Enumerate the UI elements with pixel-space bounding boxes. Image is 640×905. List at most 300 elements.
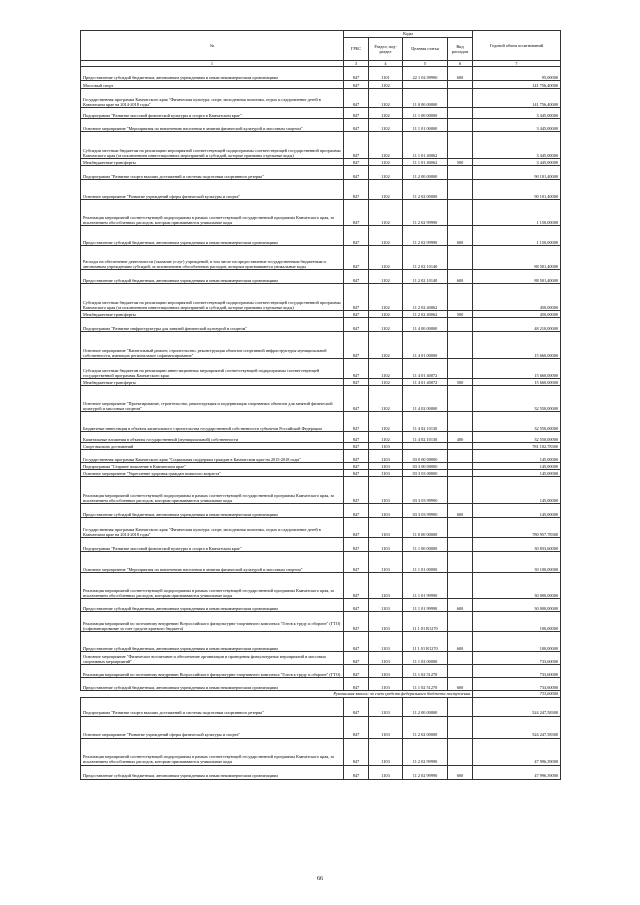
row-section: 1103 xyxy=(369,443,403,450)
row-target-article: 22 1 02 09990 xyxy=(403,67,448,81)
row-name: Субсидии местным бюджетам на реализацию мероприятий соответствующей подпрограммы соответствующей государственной программы Камчатского края (за исключением инвестиционных мероприятий и субсидий, которые признаны отдельные коды) xyxy=(81,284,344,311)
row-name: Предоставление субсидий бюджетным, автономным учреждениям и иным некоммерческим организациям xyxy=(81,226,344,246)
row-grbs: 847 xyxy=(344,538,369,552)
budget-table xyxy=(80,30,561,780)
row-grbs: 847 xyxy=(344,284,369,311)
row-section: 1102 xyxy=(369,180,403,200)
row-section: 1103 xyxy=(369,716,403,738)
row-expense-type: 600 xyxy=(448,226,473,246)
table-row xyxy=(81,518,561,538)
row-grbs: 847 xyxy=(344,270,369,284)
row-section: 1103 xyxy=(369,612,403,632)
row-grbs: 847 xyxy=(344,159,369,166)
row-name: Межбюджетные трансферты xyxy=(81,159,344,166)
row-grbs: 847 xyxy=(344,246,369,270)
row-grbs: 847 xyxy=(344,166,369,180)
row-annual-volume: 524 247,58300 xyxy=(473,697,561,716)
row-annual-volume: 3 445,00000 xyxy=(473,119,561,132)
table-row xyxy=(81,652,561,665)
handwritten-note: Рукописная запись: за счет средств федерального бюджета поступления xyxy=(81,691,473,697)
row-name: Массовый спорт xyxy=(81,81,344,89)
row-section: 1103 xyxy=(369,538,403,552)
table-row xyxy=(81,200,561,226)
table-row xyxy=(81,443,561,450)
row-name: Реализация мероприятий соответствующей подпрограммы в рамках соответствующей государственной программы Камчатского края, за исключением обособленных расходов, которым присваиваются уникальные коды xyxy=(81,738,344,765)
row-grbs: 847 xyxy=(344,379,369,386)
table-row xyxy=(81,359,561,379)
header-grbs: ГРБС xyxy=(344,38,369,61)
row-annual-volume: 95,00000 xyxy=(473,67,561,81)
row-target-article: 03 0 00 00000 xyxy=(403,450,448,463)
row-expense-type xyxy=(448,332,473,359)
row-name: Государственная программа Камчатского края "Физическая культура, спорт, молодежная политика, отдых и оздоровление детей в Камчатском крае на 2014-2018 годы" xyxy=(81,89,344,108)
row-target-article: 11 1 02 00000 xyxy=(403,652,448,665)
row-grbs: 847 xyxy=(344,180,369,200)
row-grbs: 847 xyxy=(344,697,369,716)
row-grbs: 847 xyxy=(344,81,369,89)
row-expense-type: 600 xyxy=(448,678,473,691)
row-target-article: 11 2 02 00000 xyxy=(403,180,448,200)
row-expense-type xyxy=(448,538,473,552)
row-annual-volume: 30 833,60000 xyxy=(473,538,561,552)
row-section: 1103 xyxy=(369,463,403,470)
row-grbs: 847 xyxy=(344,504,369,518)
row-grbs: 847 xyxy=(344,67,369,81)
row-grbs: 847 xyxy=(344,652,369,665)
row-section: 1102 xyxy=(369,132,403,159)
row-name: Предоставление субсидий бюджетным, автономным учреждениям и иным некоммерческим организациям xyxy=(81,599,344,612)
table-row xyxy=(81,89,561,108)
row-section: 1103 xyxy=(369,652,403,665)
row-section: 1103 xyxy=(369,477,403,504)
row-target-article: 11 1 02 51270 xyxy=(403,678,448,691)
row-target-article: 11 2 02 99990 xyxy=(403,226,448,246)
row-annual-volume: 145,00000 xyxy=(473,477,561,504)
row-expense-type: 600 xyxy=(448,765,473,779)
row-annual-volume: 32 550,00000 xyxy=(473,412,561,432)
table-row xyxy=(81,132,561,159)
table-row xyxy=(81,632,561,652)
row-target-article: 11 1 01 00000 xyxy=(403,119,448,132)
row-target-article: 11 4 02 10130 xyxy=(403,432,448,443)
row-annual-volume: 1 150,00000 xyxy=(473,226,561,246)
table-row xyxy=(81,270,561,284)
row-expense-type xyxy=(448,119,473,132)
table-row xyxy=(81,67,561,81)
row-grbs: 847 xyxy=(344,386,369,412)
row-annual-volume: 524 247,58300 xyxy=(473,716,561,738)
row-annual-volume: 100,00000 xyxy=(473,612,561,632)
row-expense-type xyxy=(448,443,473,450)
row-section: 1103 xyxy=(369,470,403,477)
row-section: 1103 xyxy=(369,678,403,691)
row-grbs: 847 xyxy=(344,443,369,450)
row-target-article: 11 2 02 40062 xyxy=(403,311,448,318)
row-section: 1102 xyxy=(369,166,403,180)
row-annual-volume: 3 445,00000 xyxy=(473,108,561,119)
table-row xyxy=(81,552,561,573)
row-expense-type xyxy=(448,477,473,504)
row-annual-volume: 32 550,00000 xyxy=(473,432,561,443)
row-expense-type xyxy=(448,450,473,463)
row-name: Капитальные вложения в объекты государственной (муниципальной) собственности xyxy=(81,432,344,443)
row-expense-type: 600 xyxy=(448,67,473,81)
row-target-article: 11 4 01 40072 xyxy=(403,359,448,379)
row-expense-type xyxy=(448,552,473,573)
row-expense-type xyxy=(448,359,473,379)
header-number: № xyxy=(81,31,344,61)
document-page xyxy=(80,30,560,780)
row-section: 1102 xyxy=(369,81,403,89)
row-grbs: 847 xyxy=(344,432,369,443)
row-expense-type xyxy=(448,463,473,470)
row-grbs: 847 xyxy=(344,226,369,246)
row-name: Реализация мероприятий соответствующей подпрограммы в рамках соответствующей государственной программы Камчатского края, за исключением обособленных расходов, которым присваиваются уникальные коды xyxy=(81,200,344,226)
row-name: Подпрограмма "Старшее поколение в Камчатском крае" xyxy=(81,463,344,470)
row-target-article: 11 1 02 51270 xyxy=(403,665,448,678)
header-annual-volume: Годовой объем ассигнований xyxy=(473,31,561,61)
row-name: Реализация мероприятий по поэтапному внедрению Всероссийского физкультурно-спортивного комплекса "Готов к труду и обороне" (ГТО) xyxy=(81,665,344,678)
row-annual-volume: 733,60000 xyxy=(473,652,561,665)
row-annual-volume: 780 957,78300 xyxy=(473,518,561,538)
row-expense-type xyxy=(448,284,473,311)
row-name: Реализация мероприятий по поэтапному внедрению Всероссийского физкультурно-спортивного комплекса "Готов к труду и обороне" (ГТО) (софинансирование за счет средств краевого бюджета) xyxy=(81,612,344,632)
row-name: Реализация мероприятий соответствующей подпрограммы в рамках соответствующей государственной программы Камчатского края, за исключением обособленных расходов, которым присваиваются уникальные коды xyxy=(81,477,344,504)
row-grbs: 847 xyxy=(344,132,369,159)
row-annual-volume: 145,00000 xyxy=(473,463,561,470)
row-name: Основное мероприятие "Развитие учреждений сферы физической культуры и спорта" xyxy=(81,180,344,200)
table-row xyxy=(81,81,561,89)
table-row xyxy=(81,159,561,166)
table-row xyxy=(81,246,561,270)
row-expense-type xyxy=(448,81,473,89)
row-name: Основное мероприятие "Мероприятия по вовлечению населения в занятия физической культурой и массовым спортом" xyxy=(81,119,344,132)
row-section: 1102 xyxy=(369,226,403,246)
row-name: Основное мероприятие "Развитие учреждений сферы физической культуры и спорта" xyxy=(81,716,344,738)
row-name: Бюджетные инвестиции в объекты капитального строительства государственной собственности субъектов Российской Федерации xyxy=(81,412,344,432)
row-grbs: 847 xyxy=(344,318,369,332)
row-grbs: 847 xyxy=(344,665,369,678)
table-row xyxy=(81,166,561,180)
row-expense-type xyxy=(448,166,473,180)
table-row xyxy=(81,599,561,612)
row-target-article: 03 3 03 99990 xyxy=(403,477,448,504)
row-grbs: 847 xyxy=(344,599,369,612)
row-annual-volume: 733,60000 xyxy=(473,678,561,691)
row-section: 1102 xyxy=(369,270,403,284)
row-target-article: 11 1 01 00000 xyxy=(403,552,448,573)
row-target-article: 11 1 01 40062 xyxy=(403,132,448,159)
row-expense-type: 600 xyxy=(448,270,473,284)
row-target-article: 11 2 02 40062 xyxy=(403,284,448,311)
row-annual-volume: 15 660,00000 xyxy=(473,332,561,359)
table-row xyxy=(81,504,561,518)
row-section: 1102 xyxy=(369,432,403,443)
row-annual-volume: 30 000,00000 xyxy=(473,573,561,599)
row-expense-type: 600 xyxy=(448,632,473,652)
row-annual-volume: 781 102,78300 xyxy=(473,443,561,450)
row-target-article xyxy=(403,81,448,89)
row-section: 1102 xyxy=(369,108,403,119)
row-name: Основное мероприятие "Мероприятия по вовлечению населения в занятия физической культурой и массовым спортом" xyxy=(81,552,344,573)
row-expense-type xyxy=(448,612,473,632)
row-grbs: 847 xyxy=(344,518,369,538)
table-row xyxy=(81,108,561,119)
row-expense-type xyxy=(448,89,473,108)
row-expense-type: 400 xyxy=(448,432,473,443)
table-row xyxy=(81,716,561,738)
row-annual-volume: 145,00000 xyxy=(473,470,561,477)
row-annual-volume: 3 445,00000 xyxy=(473,132,561,159)
row-grbs: 847 xyxy=(344,678,369,691)
row-target-article: 03 3 03 99990 xyxy=(403,504,448,518)
row-expense-type xyxy=(448,716,473,738)
row-name: Субсидии местным бюджетам на реализацию мероприятий соответствующей подпрограммы соответствующей государственной программы Камчатского края (за исключением инвестиционных мероприятий и субсидий, которые признаны отдельные коды) xyxy=(81,132,344,159)
row-annual-volume: 141 756,40000 xyxy=(473,81,561,89)
row-section: 1103 xyxy=(369,697,403,716)
row-annual-volume: 3 445,00000 xyxy=(473,159,561,166)
row-name: Предоставление субсидий бюджетным, автономным учреждениям и иным некоммерческим организациям xyxy=(81,765,344,779)
handwritten-note-value: 733,60000 xyxy=(473,691,561,697)
row-target-article: 11 2 02 00000 xyxy=(403,716,448,738)
row-section: 1103 xyxy=(369,504,403,518)
row-section: 1103 xyxy=(369,632,403,652)
row-name: Основное мероприятие "Проектирование, строительство, реконструкция и модернизация спортивных объектов для занятий физической культурой и массовым спортом" xyxy=(81,386,344,412)
row-expense-type: 500 xyxy=(448,159,473,166)
row-section: 1103 xyxy=(369,665,403,678)
row-annual-volume: 145,00000 xyxy=(473,450,561,463)
row-grbs: 847 xyxy=(344,716,369,738)
row-expense-type xyxy=(448,132,473,159)
row-expense-type: 600 xyxy=(448,599,473,612)
table-row xyxy=(81,538,561,552)
column-index-label: 1 xyxy=(210,61,214,66)
row-target-article: 11 1 00 00000 xyxy=(403,108,448,119)
row-target-article: 11 2 02 10140 xyxy=(403,246,448,270)
row-grbs: 847 xyxy=(344,632,369,652)
row-annual-volume: 48 210,00000 xyxy=(473,318,561,332)
row-name: Основное мероприятие "Капитальный ремонт, строительство, реконструкция объектов спортивной инфраструктуры муниципальной собственности, имеющих региональное софинансирование" xyxy=(81,332,344,359)
row-name: Основное мероприятие "Физическое воспитание и обеспечение организации и проведения физкультурных мероприятий и массовых спортивных мероприятий" xyxy=(81,652,344,665)
table-row xyxy=(81,332,561,359)
row-target-article xyxy=(403,443,448,450)
row-name: Межбюджетные трансферты xyxy=(81,311,344,318)
row-grbs: 847 xyxy=(344,412,369,432)
row-annual-volume: 30 100,00000 xyxy=(473,552,561,573)
table-row xyxy=(81,379,561,386)
row-grbs: 847 xyxy=(344,359,369,379)
row-section: 1103 xyxy=(369,552,403,573)
row-annual-volume: 450,00000 xyxy=(473,284,561,311)
row-section: 1102 xyxy=(369,311,403,318)
row-annual-volume: 30 000,00000 xyxy=(473,599,561,612)
row-grbs: 847 xyxy=(344,573,369,599)
row-annual-volume: 450,00000 xyxy=(473,311,561,318)
row-annual-volume: 88 501,40000 xyxy=(473,270,561,284)
row-expense-type xyxy=(448,108,473,119)
row-name: Подпрограмма "Развитие инфраструктуры для занятий физической культурой и спортом" xyxy=(81,318,344,332)
row-section: 1102 xyxy=(369,246,403,270)
row-name: Подпрограмма "Развитие спорта высших достижений и системы подготовки спортивного резерва" xyxy=(81,166,344,180)
row-grbs: 847 xyxy=(344,552,369,573)
table-row xyxy=(81,573,561,599)
header-target-article: Целевая статья xyxy=(403,38,448,61)
row-name: Предоставление субсидий бюджетным, автономным учреждениям и иным некоммерческим организациям xyxy=(81,504,344,518)
header-codes: Коды xyxy=(344,31,473,38)
row-expense-type xyxy=(448,665,473,678)
row-target-article: 11 4 01 40072 xyxy=(403,379,448,386)
row-grbs: 847 xyxy=(344,332,369,359)
table-row xyxy=(81,450,561,463)
row-name: Предоставление субсидий бюджетным, автономным учреждениям и иным некоммерческим организациям xyxy=(81,632,344,652)
row-section: 1102 xyxy=(369,200,403,226)
row-name: Предоставление субсидий бюджетным, автономным учреждениям и иным некоммерческим организациям xyxy=(81,270,344,284)
row-target-article: 11 1 01 40062 xyxy=(403,159,448,166)
table-row xyxy=(81,463,561,470)
row-expense-type xyxy=(448,386,473,412)
row-section: 1102 xyxy=(369,89,403,108)
table-row xyxy=(81,738,561,765)
row-expense-type xyxy=(448,573,473,599)
row-section: 1102 xyxy=(369,119,403,132)
row-target-article: 11 2 02 99990 xyxy=(403,738,448,765)
row-grbs: 847 xyxy=(344,200,369,226)
row-target-article: 11 0 00 00000 xyxy=(403,518,448,538)
row-section: 1103 xyxy=(369,450,403,463)
column-index-label: 6 xyxy=(458,61,462,66)
row-section: 1102 xyxy=(369,284,403,311)
row-annual-volume: 733,60000 xyxy=(473,665,561,678)
table-row xyxy=(81,612,561,632)
table-row xyxy=(81,412,561,432)
table-row xyxy=(81,697,561,716)
row-target-article: 11 1 01 99990 xyxy=(403,599,448,612)
table-row xyxy=(81,765,561,779)
row-target-article: 11 1 01 R1270 xyxy=(403,612,448,632)
column-index-label: 4 xyxy=(384,61,387,66)
table-row xyxy=(81,311,561,318)
row-target-article: 11 4 00 00000 xyxy=(403,318,448,332)
row-target-article: 11 2 02 10140 xyxy=(403,270,448,284)
row-annual-volume: 47 996,39000 xyxy=(473,765,561,779)
column-index-label: 3 xyxy=(354,61,358,66)
row-expense-type xyxy=(448,318,473,332)
row-section: 1102 xyxy=(369,332,403,359)
row-annual-volume: 15 660,00000 xyxy=(473,379,561,386)
row-target-article: 11 2 02 99990 xyxy=(403,765,448,779)
row-target-article: 11 2 00 00000 xyxy=(403,697,448,716)
row-grbs: 847 xyxy=(344,119,369,132)
row-expense-type xyxy=(448,470,473,477)
row-section: 1102 xyxy=(369,379,403,386)
row-expense-type: 500 xyxy=(448,311,473,318)
table-row xyxy=(81,284,561,311)
row-section: 1102 xyxy=(369,412,403,432)
row-target-article: 11 4 01 00000 xyxy=(403,332,448,359)
row-name: Государственная программа Камчатского края "Социальная поддержка граждан в Камчатском крае на 2015-2018 годы" xyxy=(81,450,344,463)
table-row xyxy=(81,180,561,200)
table-row xyxy=(81,119,561,132)
row-section: 1103 xyxy=(369,573,403,599)
row-target-article: 11 2 02 99990 xyxy=(403,200,448,226)
row-section: 1103 xyxy=(369,518,403,538)
row-name: Предоставление субсидий бюджетным, автономным учреждениям и иным некоммерческим организациям xyxy=(81,67,344,81)
row-annual-volume: 100,00000 xyxy=(473,632,561,652)
row-name: Расходы на обеспечение деятельности (оказание услуг) учреждений, в том числе на предоставление государственным бюджетным и автономным учреждениям субсидий, за исключением обособленных расходов, которым присваиваются уникальные коды xyxy=(81,246,344,270)
row-expense-type: 600 xyxy=(448,504,473,518)
row-grbs: 847 xyxy=(344,738,369,765)
table-row xyxy=(81,678,561,691)
table-row xyxy=(81,432,561,443)
row-grbs: 847 xyxy=(344,463,369,470)
row-grbs: 847 xyxy=(344,108,369,119)
row-grbs: 847 xyxy=(344,612,369,632)
row-expense-type xyxy=(448,246,473,270)
row-target-article: 11 0 00 00000 xyxy=(403,89,448,108)
row-annual-volume: 90 101,40000 xyxy=(473,180,561,200)
row-annual-volume: 145,00000 xyxy=(473,504,561,518)
row-section: 1103 xyxy=(369,765,403,779)
row-target-article: 03 3 03 00000 xyxy=(403,470,448,477)
table-row xyxy=(81,470,561,477)
column-index-label: 5 xyxy=(423,61,427,66)
row-target-article: 11 1 01 R1270 xyxy=(403,632,448,652)
row-expense-type xyxy=(448,180,473,200)
row-grbs: 847 xyxy=(344,311,369,318)
row-annual-volume: 15 660,00000 xyxy=(473,359,561,379)
row-expense-type xyxy=(448,518,473,538)
row-expense-type xyxy=(448,200,473,226)
row-annual-volume: 88 501,40000 xyxy=(473,246,561,270)
row-section: 1103 xyxy=(369,599,403,612)
row-section: 1103 xyxy=(369,738,403,765)
row-target-article: 11 2 00 00000 xyxy=(403,166,448,180)
row-section: 1101 xyxy=(369,67,403,81)
row-grbs: 847 xyxy=(344,450,369,463)
row-annual-volume: 32 550,00000 xyxy=(473,386,561,412)
table-row xyxy=(81,318,561,332)
row-expense-type xyxy=(448,412,473,432)
row-expense-type: 500 xyxy=(448,379,473,386)
row-name: Подпрограмма "Развитие массовой физической культуры и спорта в Камчатском крае" xyxy=(81,538,344,552)
row-name: Межбюджетные трансферты xyxy=(81,379,344,386)
row-name: Спорт высших достижений xyxy=(81,443,344,450)
row-name: Подпрограмма "Развитие массовой физической культуры и спорта в Камчатском крае" xyxy=(81,108,344,119)
row-section: 1102 xyxy=(369,359,403,379)
row-target-article: 03 3 00 00000 xyxy=(403,463,448,470)
row-name: Основное мероприятие "Укрепление здоровья граждан пожилого возраста" xyxy=(81,470,344,477)
header-section: Раздел, под-раздел xyxy=(369,38,403,61)
table-row xyxy=(81,226,561,246)
row-annual-volume: 141 756,40000 xyxy=(473,89,561,108)
row-expense-type xyxy=(448,738,473,765)
row-name: Подпрограмма "Развитие спорта высших достижений и системы подготовки спортивного резерва" xyxy=(81,697,344,716)
header-expense-type: Вид расходов xyxy=(448,38,473,61)
row-section: 1102 xyxy=(369,386,403,412)
row-target-article: 11 1 01 99990 xyxy=(403,573,448,599)
row-target-article: 11 1 00 00000 xyxy=(403,538,448,552)
row-name: Реализация мероприятий соответствующей подпрограммы в рамках соответствующей государственной программы Камчатского края, за исключением обособленных расходов, которым присваиваются уникальные коды xyxy=(81,573,344,599)
row-grbs: 847 xyxy=(344,477,369,504)
row-target-article: 11 4 02 10130 xyxy=(403,412,448,432)
row-grbs: 847 xyxy=(344,470,369,477)
row-grbs: 847 xyxy=(344,765,369,779)
row-name: Субсидии местным бюджетам на реализацию инвестиционных мероприятий соответствующей подпрограммы соответствующей государственной программы Камчатского края xyxy=(81,359,344,379)
row-annual-volume: 47 996,39000 xyxy=(473,738,561,765)
row-name: Государственная программа Камчатского края "Физическая культура, спорт, молодежная политика, отдых и оздоровление детей в Камчатском крае на 2014-2018 годы" xyxy=(81,518,344,538)
row-annual-volume: 1 150,00000 xyxy=(473,200,561,226)
table-row xyxy=(81,665,561,678)
